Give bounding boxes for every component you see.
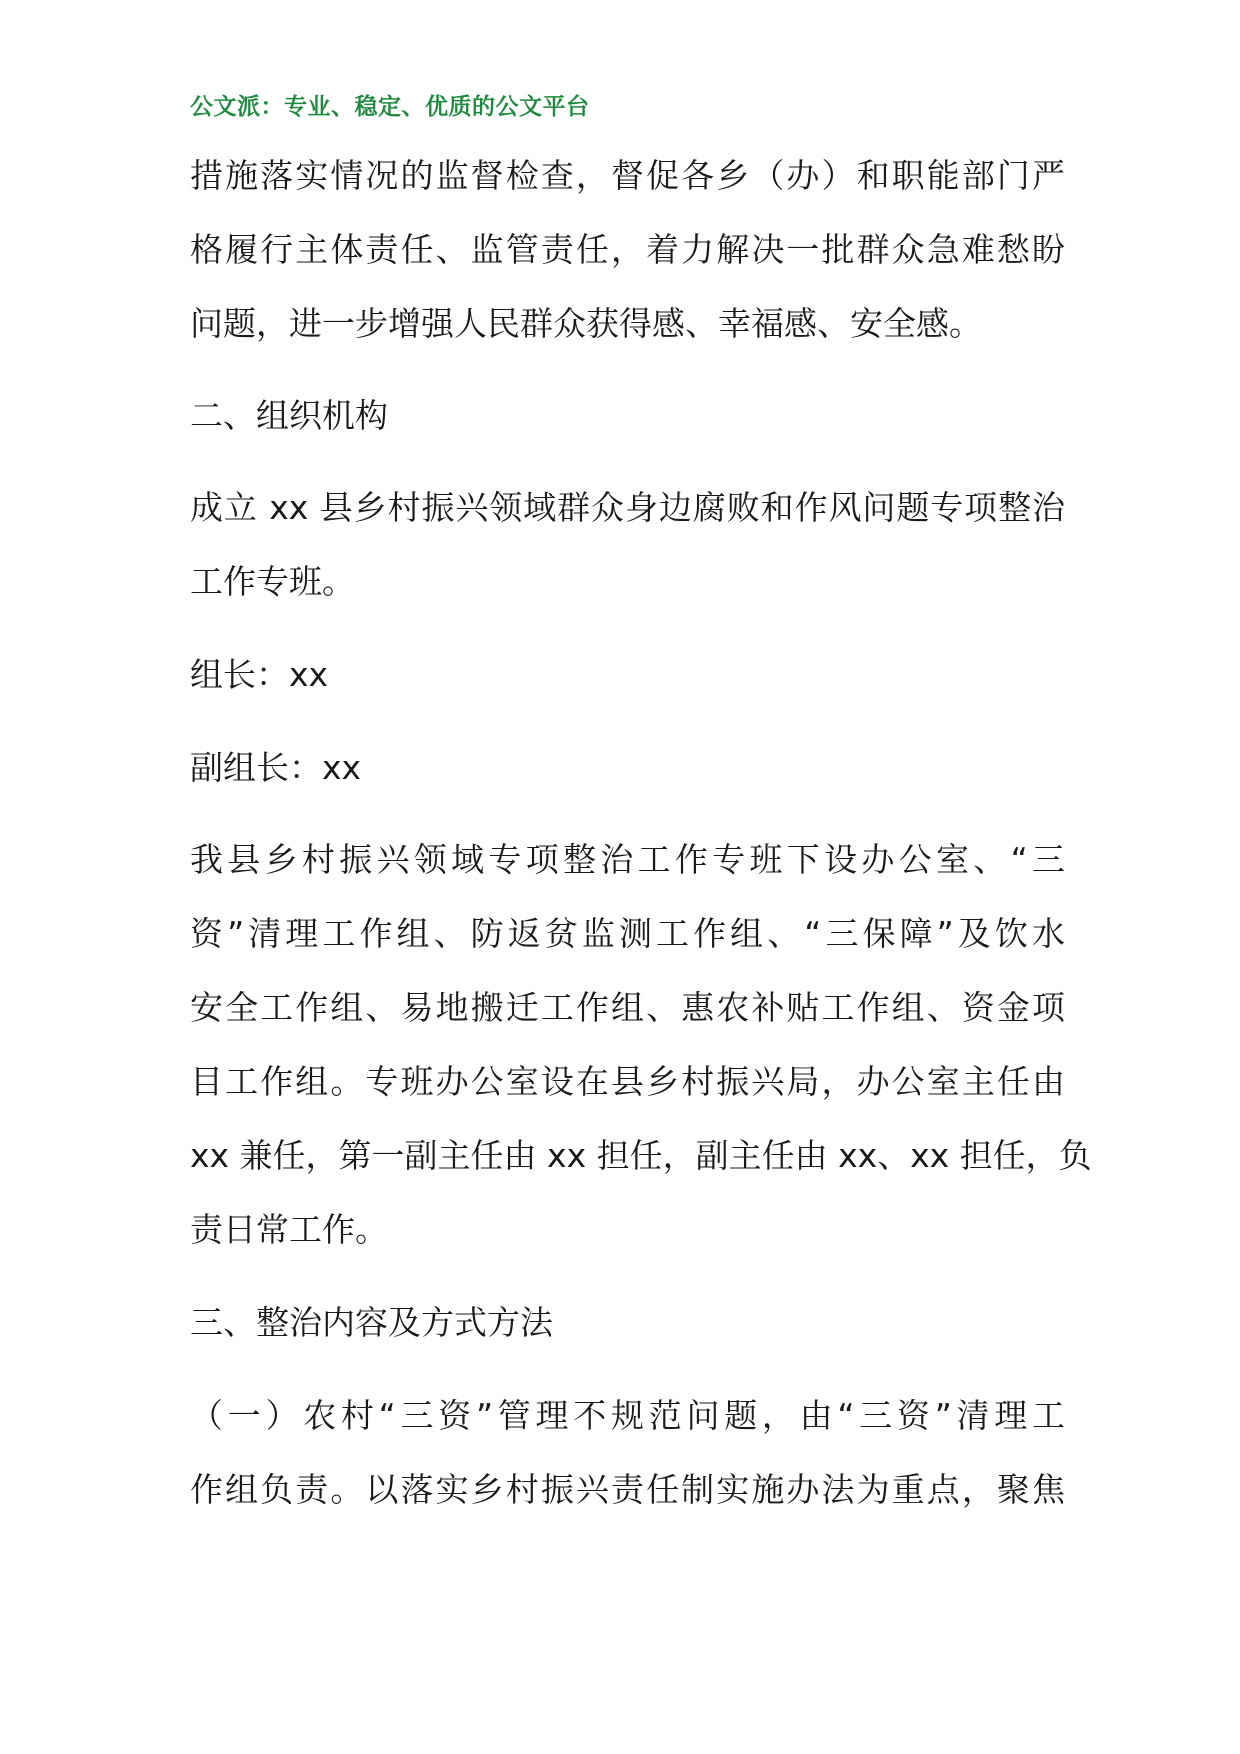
leader-line: 组长：xx bbox=[190, 655, 329, 694]
body-line-17: 作组负责。以落实乡村振兴责任制实施办法为重点，聚焦 bbox=[190, 1470, 1065, 1509]
brand-header: 公文派：专业、稳定、优质的公文平台 bbox=[190, 94, 590, 120]
body-line-5: 成立 xx 县乡村振兴领域群众身边腐败和作风问题专项整治 bbox=[190, 488, 1065, 527]
body-line-10: 资”清理工作组、防返贫监测工作组、“三保障”及饮水 bbox=[190, 914, 1065, 953]
body-line-12: 目工作组。专班办公室设在县乡村振兴局，办公室主任由 bbox=[190, 1062, 1065, 1101]
section-heading-3: 三、整治内容及方式方法 bbox=[190, 1303, 553, 1342]
body-line-13: xx 兼任，第一副主任由 xx 担任，副主任由 xx、xx 担任，负 bbox=[190, 1136, 1092, 1175]
body-line-11: 安全工作组、易地搬迁工作组、惠农补贴工作组、资金项 bbox=[190, 988, 1065, 1027]
body-line-9: 我县乡村振兴领域专项整治工作专班下设办公室、“三 bbox=[190, 840, 1065, 879]
body-line-14: 责日常工作。 bbox=[190, 1210, 388, 1249]
body-line-2: 格履行主体责任、监管责任，着力解决一批群众急难愁盼 bbox=[190, 230, 1065, 269]
body-line-6: 工作专班。 bbox=[190, 562, 355, 601]
body-line-1: 措施落实情况的监督检查，督促各乡（办）和职能部门严 bbox=[190, 156, 1065, 195]
body-line-3: 问题，进一步增强人民群众获得感、幸福感、安全感。 bbox=[190, 304, 982, 343]
deputy-leader-line: 副组长：xx bbox=[190, 748, 362, 787]
body-line-16: （一）农村“三资”管理不规范问题，由“三资”清理工 bbox=[190, 1396, 1065, 1435]
section-heading-2: 二、组织机构 bbox=[190, 396, 388, 435]
